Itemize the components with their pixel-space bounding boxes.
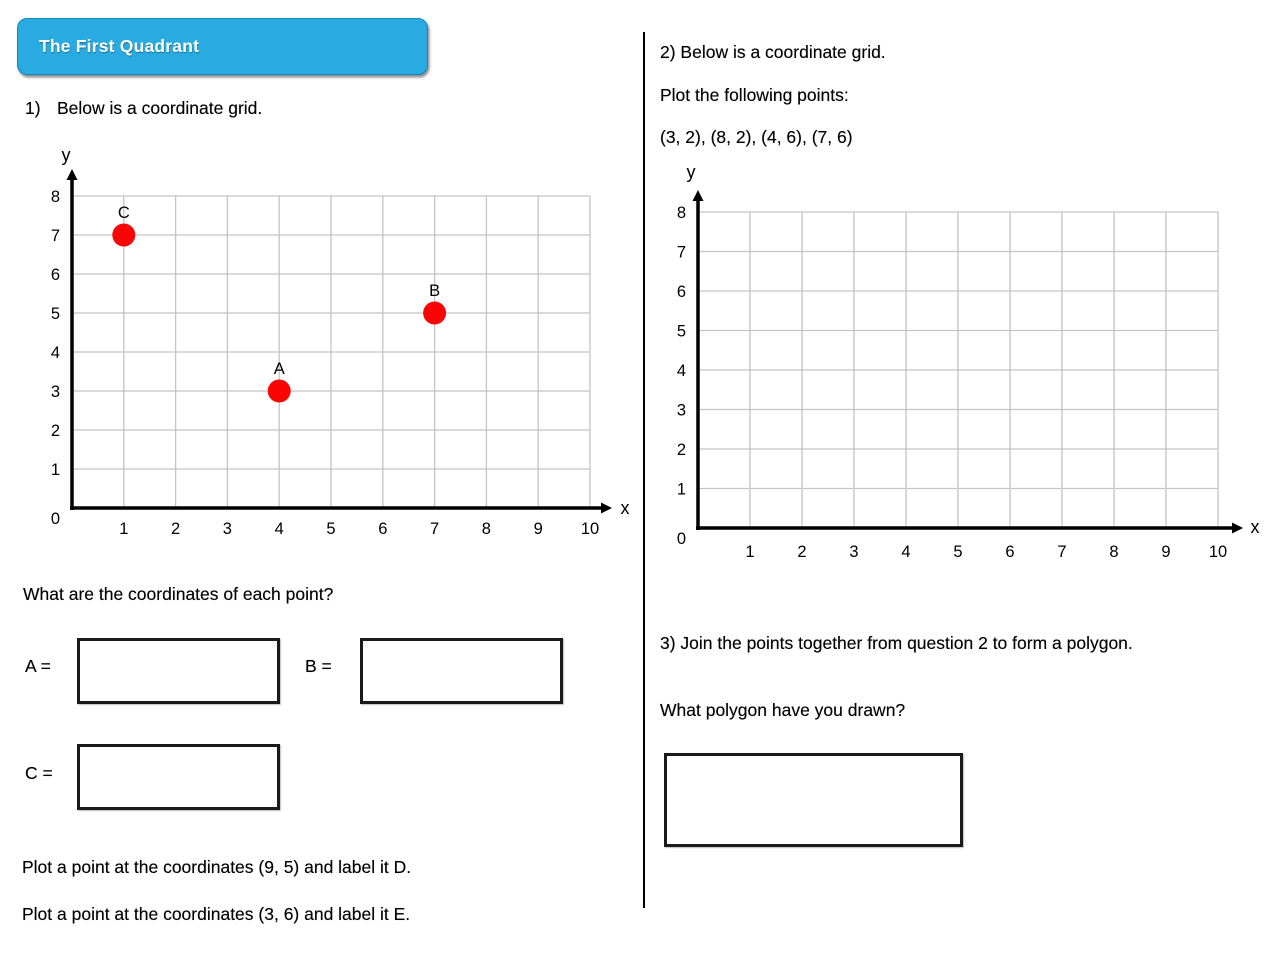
x-tick-label: 4 bbox=[274, 520, 284, 538]
x-tick-label: 7 bbox=[430, 520, 440, 538]
y-tick-label: 3 bbox=[676, 401, 686, 420]
column-divider bbox=[643, 32, 645, 908]
y-tick-label: 5 bbox=[50, 305, 60, 323]
x-tick-label: 10 bbox=[1208, 543, 1228, 561]
x-tick-label: 7 bbox=[1057, 543, 1067, 561]
y-tick-label: 6 bbox=[676, 283, 686, 301]
x-tick-label: 9 bbox=[533, 520, 543, 538]
x-tick-label: 1 bbox=[745, 543, 755, 561]
y-axis-arrowhead bbox=[67, 169, 78, 180]
answer-box-b[interactable] bbox=[360, 638, 563, 704]
x-tick-label: 8 bbox=[1109, 543, 1119, 561]
coordinate-grid-1[interactable] bbox=[30, 145, 630, 545]
x-tick-label: 4 bbox=[901, 543, 911, 561]
x-tick-label: 6 bbox=[378, 520, 388, 538]
q1-question-text: What are the coordinates of each point? bbox=[23, 584, 334, 604]
x-tick-label: 8 bbox=[481, 520, 491, 538]
x-axis-label: x bbox=[1250, 517, 1260, 537]
y-tick-label: 6 bbox=[50, 266, 60, 284]
x-axis-label: x bbox=[620, 498, 630, 518]
x-tick-label: 3 bbox=[222, 520, 232, 538]
y-tick-label: 5 bbox=[676, 322, 686, 341]
question-1-prompt: Below is a coordinate grid. bbox=[57, 98, 263, 118]
x-axis-arrowhead bbox=[601, 503, 612, 514]
origin-label: 0 bbox=[50, 510, 60, 528]
point-label-c: C bbox=[117, 204, 130, 222]
y-tick-label: 1 bbox=[50, 461, 60, 479]
answer-box-a[interactable] bbox=[77, 638, 280, 704]
y-tick-label: 8 bbox=[676, 204, 686, 222]
answer-label-c: C = bbox=[25, 763, 53, 783]
y-axis-arrowhead bbox=[693, 190, 704, 201]
point-label-a: A bbox=[273, 360, 285, 378]
y-tick-label: 7 bbox=[50, 227, 60, 245]
origin-label: 0 bbox=[676, 530, 686, 548]
x-axis-arrowhead bbox=[1232, 523, 1243, 534]
y-tick-label: 8 bbox=[50, 188, 60, 206]
data-point-c bbox=[112, 224, 135, 247]
answer-label-b: B = bbox=[305, 656, 332, 676]
y-tick-label: 2 bbox=[50, 422, 60, 440]
y-tick-label: 4 bbox=[676, 362, 686, 380]
coordinate-grid-2[interactable] bbox=[655, 160, 1270, 560]
x-tick-label: 2 bbox=[797, 543, 807, 561]
x-tick-label: 3 bbox=[849, 543, 859, 561]
y-tick-label: 2 bbox=[676, 441, 686, 459]
point-label-b: B bbox=[429, 282, 441, 300]
y-axis-label: y bbox=[686, 162, 696, 182]
x-tick-label: 2 bbox=[171, 520, 181, 538]
q3-question: What polygon have you drawn? bbox=[660, 700, 906, 720]
y-tick-label: 3 bbox=[50, 383, 60, 401]
x-tick-label: 5 bbox=[953, 543, 963, 561]
x-tick-label: 1 bbox=[119, 520, 129, 538]
page-title: The First Quadrant bbox=[39, 36, 200, 56]
question-1-number: 1) bbox=[25, 98, 41, 118]
y-tick-label: 7 bbox=[676, 243, 686, 262]
answer-box-c[interactable] bbox=[77, 744, 280, 810]
data-point-a bbox=[268, 380, 291, 403]
plot-point-d-text: Plot a point at the coordinates (9, 5) and label it D. bbox=[22, 857, 412, 877]
y-tick-label: 1 bbox=[676, 480, 686, 499]
q2-points-list: (3, 2), (8, 2), (4, 6), (7, 6) bbox=[660, 127, 853, 147]
question-1-line bbox=[25, 97, 262, 119]
data-point-b bbox=[423, 302, 446, 325]
title-banner bbox=[17, 18, 428, 75]
x-tick-label: 10 bbox=[580, 520, 600, 538]
y-tick-label: 4 bbox=[50, 344, 60, 362]
question-2-prompt: 2) Below is a coordinate grid. bbox=[660, 42, 886, 62]
x-tick-label: 5 bbox=[326, 520, 336, 538]
plot-point-e-text: Plot a point at the coordinates (3, 6) and label it E. bbox=[22, 904, 411, 924]
x-tick-label: 6 bbox=[1005, 543, 1015, 561]
question-3-prompt: 3) Join the points together from question 2 to form a polygon. bbox=[660, 633, 1133, 653]
polygon-answer-box[interactable] bbox=[664, 753, 963, 847]
x-tick-label: 9 bbox=[1161, 543, 1171, 561]
answer-label-a: A = bbox=[25, 656, 51, 676]
q2-instruction: Plot the following points: bbox=[660, 85, 849, 105]
y-axis-label: y bbox=[61, 145, 71, 165]
